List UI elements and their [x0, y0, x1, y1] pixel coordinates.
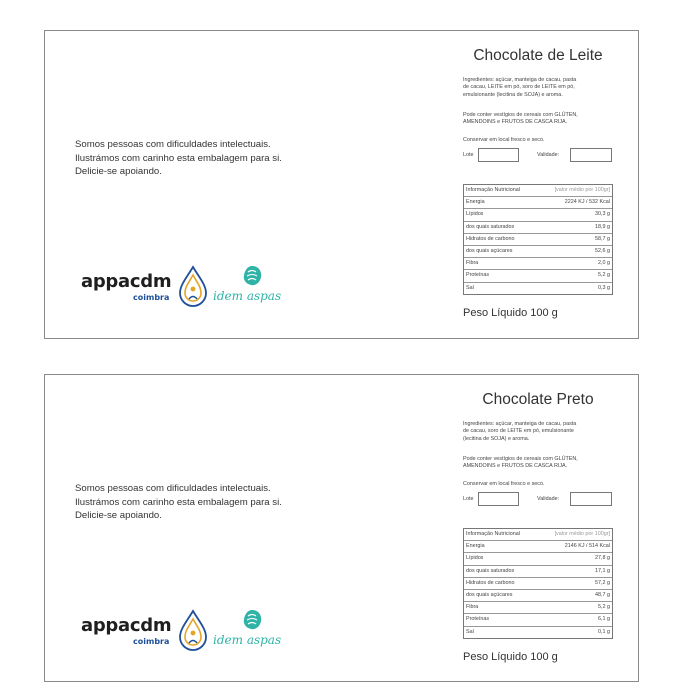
allergen-line: AMENDOINS e FRUTOS DE CASCA RIJA. — [463, 119, 568, 126]
nutrient-name: dos quais saturados — [466, 223, 515, 230]
ingredients — [463, 421, 613, 443]
nutrition-row — [464, 258, 612, 270]
allergen-warning — [463, 456, 613, 471]
label-chocolate-preto — [44, 374, 639, 682]
product-title: Chocolate Preto — [482, 391, 594, 408]
lote-field — [478, 148, 519, 162]
nutrition-row — [464, 553, 612, 565]
nutrient-name: Fibra — [466, 260, 479, 267]
logos — [81, 263, 296, 313]
nutrient-value: 0,1 g — [598, 628, 610, 635]
nutrient-name: Lípidos — [466, 211, 484, 218]
storage-note: Conservar em local fresco e seco. — [463, 137, 545, 143]
nutrition-row — [464, 614, 612, 626]
allergen-warning — [463, 112, 613, 127]
nutrient-value: 57,2 g — [595, 579, 610, 586]
nutrition-row — [464, 590, 612, 602]
nutrient-name: Proteínas — [466, 616, 490, 623]
nutrient-value: 2,0 g — [598, 260, 610, 267]
ingredients-line: Ingredientes: açúcar, manteiga de cacau, pasta — [463, 77, 577, 83]
nutrition-row — [464, 234, 612, 246]
nutrient-value: 2146 KJ / 514 Kcal — [564, 543, 610, 550]
nutrient-name: Hidratos de carbono — [466, 579, 515, 586]
nutrient-value: 5,2 g — [598, 272, 610, 279]
nutrient-value: 17,1 g — [595, 567, 610, 574]
product-title: Chocolate de Leite — [473, 47, 603, 64]
nutrient-name: Lípidos — [466, 555, 484, 562]
nutrient-name: Fibra — [466, 604, 479, 611]
ingredients-line: (lecitina de SOJA) e aroma. — [463, 435, 530, 442]
net-weight: Peso Líquido 100 g — [463, 307, 558, 319]
lote-label: Lote — [463, 496, 474, 502]
nutrition-row — [464, 627, 612, 638]
nutrient-value: 52,6 g — [595, 247, 610, 254]
nutrient-value: 0,3 g — [598, 284, 610, 291]
mission-line: Somos pessoas com dificuldades intelectuais. — [75, 483, 271, 494]
nutrition-table — [463, 528, 613, 639]
nutrient-value: 2224 KJ / 532 Kcal — [564, 199, 610, 206]
nutrition-row — [464, 209, 612, 221]
logos — [81, 607, 296, 657]
nutrient-value: 27,8 g — [595, 555, 610, 562]
allergen-line: Pode conter vestígios de cereais com GLÚTEN, — [463, 112, 578, 118]
shell-logo-icon — [239, 263, 265, 289]
mission-line: Ilustrámos com carinho esta embalagem para si. — [75, 496, 282, 508]
lote-field — [478, 492, 519, 506]
lote-validade-row — [463, 147, 613, 165]
nutrition-row — [464, 246, 612, 258]
drop-logo-icon — [177, 609, 209, 651]
nutrient-name: Proteínas — [466, 272, 490, 279]
nutrient-name: dos quais saturados — [466, 567, 515, 574]
nutrition-row — [464, 270, 612, 282]
nutrition-header — [464, 185, 612, 197]
nutrient-value: 58,7 g — [595, 235, 610, 242]
idem-aspas-logo-text: idem aspas — [213, 289, 282, 303]
ingredients-line: de cacau, LEITE em pó, soro de LEITE em pó, — [463, 84, 575, 91]
nutrient-name: dos quais açúcares — [466, 591, 513, 598]
coimbra-logo-text: coimbra — [133, 293, 170, 302]
nutrient-name: Sal — [466, 284, 474, 291]
nutrient-name: Hidratos de carbono — [466, 235, 515, 242]
mission-line: Ilustrámos com carinho esta embalagem para si. — [75, 152, 282, 164]
mission-text — [75, 482, 282, 523]
nutrition-row — [464, 222, 612, 234]
nutrient-value: 5,2 g — [598, 604, 610, 611]
lote-validade-row — [463, 491, 613, 509]
shell-logo-icon — [239, 607, 265, 633]
nutrition-row — [464, 602, 612, 614]
nutrition-header-label: Informação Nutricional — [466, 187, 520, 193]
lote-label: Lote — [463, 152, 474, 158]
ingredients — [463, 77, 613, 99]
appacdm-logo-text: appacdm — [81, 615, 172, 636]
nutrition-header — [464, 529, 612, 541]
validade-label: Validade: — [537, 496, 560, 502]
nutrition-row — [464, 566, 612, 578]
mission-line: Delicie-se apoiando. — [75, 510, 162, 521]
nutrient-value: 48,7 g — [595, 591, 610, 598]
mission-line: Somos pessoas com dificuldades intelectuais. — [75, 139, 271, 150]
nutrition-row — [464, 283, 612, 294]
storage-note: Conservar em local fresco e seco. — [463, 481, 545, 487]
coimbra-logo-text: coimbra — [133, 637, 170, 646]
nutrition-row — [464, 197, 612, 209]
validade-label: Validade: — [537, 152, 560, 158]
nutrition-row — [464, 578, 612, 590]
nutrient-name: Sal — [466, 628, 474, 635]
nutrition-header-note: [valor médio por 100gr] — [554, 531, 610, 537]
drop-logo-icon — [177, 265, 209, 307]
nutrient-value: 30,3 g — [595, 211, 610, 218]
nutrition-row — [464, 541, 612, 553]
appacdm-logo-text: appacdm — [81, 271, 172, 292]
label-chocolate-de-leite — [44, 30, 639, 339]
nutrient-name: dos quais açúcares — [466, 247, 513, 254]
nutrient-value: 18,9 g — [595, 223, 610, 230]
ingredients-line: emulsionante (lecitina de SOJA) e aroma. — [463, 91, 563, 98]
nutrient-value: 6,1 g — [598, 616, 610, 623]
net-weight: Peso Líquido 100 g — [463, 651, 558, 663]
validade-field — [570, 492, 612, 506]
nutrient-name: Energia — [466, 199, 485, 206]
allergen-line: AMENDOINS e FRUTOS DE CASCA RIJA. — [463, 463, 568, 470]
nutrition-header-label: Informação Nutricional — [466, 531, 520, 537]
nutrition-header-note: [valor médio por 100gr] — [554, 187, 610, 193]
nutrient-name: Energia — [466, 543, 485, 550]
mission-text — [75, 138, 282, 179]
nutrition-table — [463, 184, 613, 295]
ingredients-line: Ingredientes: açúcar, manteiga de cacau, pasta — [463, 421, 577, 427]
idem-aspas-logo-text: idem aspas — [213, 633, 282, 647]
allergen-line: Pode conter vestígios de cereais com GLÚTEN, — [463, 456, 578, 462]
mission-line: Delicie-se apoiando. — [75, 166, 162, 177]
ingredients-line: de cacau, soro de LEITE em pó, emulsionante — [463, 428, 574, 435]
validade-field — [570, 148, 612, 162]
